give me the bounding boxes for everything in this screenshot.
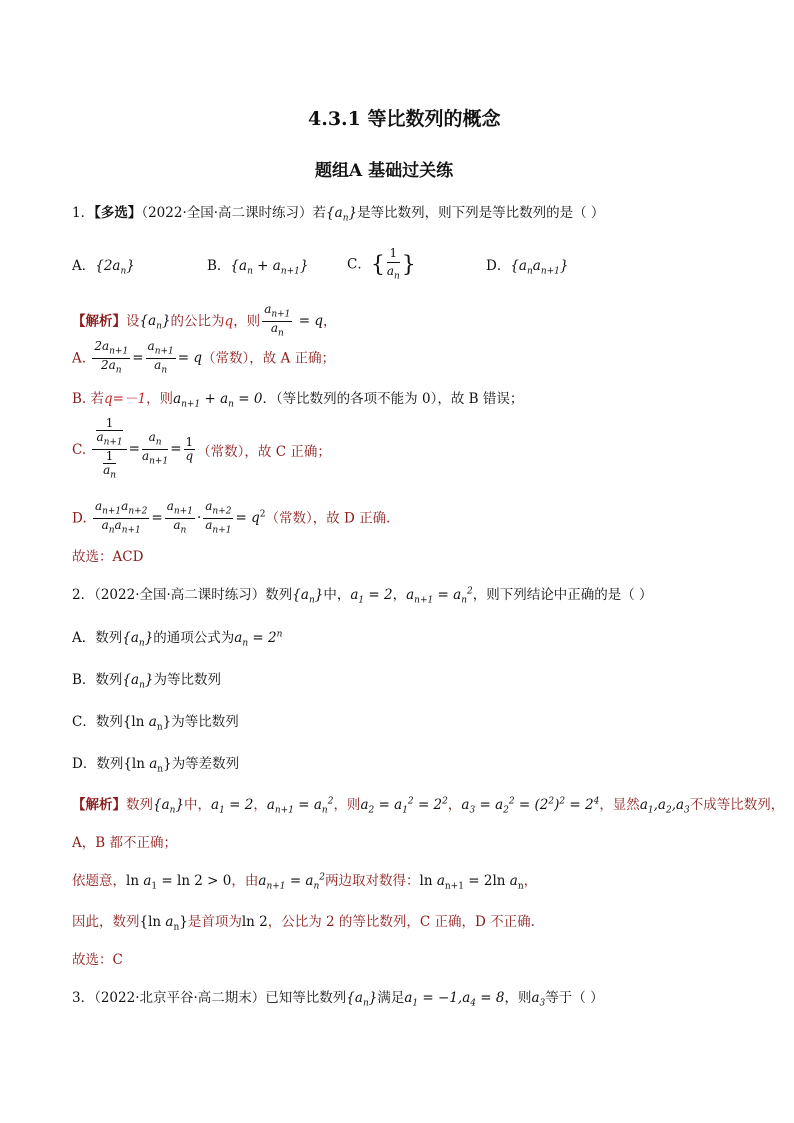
math-seq-ln-an: {ln $a_n$}: [122, 714, 172, 733]
solution-1-line-b: [72, 387, 523, 410]
solution-1-c-text: （常数），故 C 正确；: [197, 443, 331, 460]
math-a3-value: $a_3 = a_2^2 = (2^2)^2 = 2^4$: [461, 796, 600, 816]
solution-2-text-e: 不成等比数列，: [689, 797, 785, 813]
solution-1-c-label: C.: [72, 441, 87, 458]
solution-1-b-text-3: ，则: [146, 391, 174, 407]
question-1-tag: 【多选】: [94, 205, 142, 221]
solution-2-head: 【解析】: [72, 797, 126, 813]
option-1d-math: $\{a_na_{n+1}\}$: [510, 258, 569, 277]
option-1d-label: D．: [486, 258, 511, 274]
solution-1-b-text-4: ．（等比数列的各项不能为 0），故 B 错误；: [262, 391, 524, 407]
option-1c: [347, 245, 416, 285]
solution-1-b-text-1: 若: [90, 391, 105, 407]
math-a1-a2-a3: $a_1,a_2,a_3$: [639, 797, 690, 816]
solution-1-line-1: [72, 303, 336, 341]
math-seq-an: $\{a_n\}$: [153, 797, 185, 816]
solution-2-text-a: 数列: [126, 797, 153, 813]
math-ln-a1: $\ln a_1 = \ln 2 > 0$: [126, 873, 232, 892]
math-ln-2: ln 2: [241, 914, 268, 930]
solution-2-text-3b: ，由: [231, 873, 259, 889]
question-2-stem: 2．（2022·全国·高二课时练习）数列$\{a_n\}$中，$a_1 = 2$，$a_{n+1} = a_n^2$，则下列结论中正确的是（ ）: [72, 586, 653, 606]
option-2a: [72, 626, 282, 649]
solution-1-text-d: ，: [322, 313, 337, 330]
math-seq-an: $\{a_n\}$: [292, 587, 324, 606]
solution-1-line-c: [72, 417, 331, 483]
math-seq-an: $\{a_n\}$: [346, 990, 378, 1009]
solution-1-head: 【解析】: [72, 313, 126, 330]
solution-1-b-label: B.: [72, 391, 87, 407]
solution-2-answer: 故选：C: [72, 952, 123, 968]
math-b-sum: $a_{n+1} + a_n = 0$: [173, 391, 263, 410]
question-1-number: 1．: [72, 205, 95, 221]
solution-2-line-1: 【解析】数列$\{a_n\}$中，$a_1 = 2$，$a_{n+1} = a_n^2$，则$a_2 = a_1^2 = 2^2$，$a_3 = a_2^2 = (2^2)^2 = 2^4$，显然$a_1,a_2,a_3$不成等比数列，: [72, 796, 785, 816]
solution-1-line-d: [72, 500, 390, 538]
option-2b-text: B．数列: [72, 672, 123, 688]
option-2b: [72, 668, 221, 691]
option-2d-text-2: 为等差数列: [171, 756, 240, 772]
math-recurrence: $a_{n+1} = a_n^2$: [406, 586, 473, 606]
solution-1-text-b: 的公比为: [170, 313, 225, 330]
math-an-eq-2n: $a_n = 2^n$: [234, 629, 283, 649]
question-2-source: （2022·全国·高二课时练习）: [94, 587, 266, 603]
question-3-stem: [72, 986, 604, 1009]
math-seq-an: $\{a_n\}$: [326, 205, 358, 224]
solution-2-text-3a: 依题意，: [72, 873, 126, 889]
solution-2-line-2: A，B 都不正确；: [72, 835, 177, 851]
option-2b-text-2: 为等比数列: [153, 672, 221, 688]
solution-2-text-4c: ，公比为 2 的等比数列，C 正确，D 不正确.: [267, 914, 535, 930]
option-1a-label: A．: [72, 258, 96, 274]
question-3-text-a: 已知等比数列: [265, 990, 347, 1006]
question-1-stem: [72, 201, 604, 224]
math-brace-right: }: [401, 252, 416, 278]
question-3-text-d: 等于（ ）: [545, 990, 604, 1006]
solution-1-answer: 故选：ACD: [72, 549, 144, 565]
section-subtitle: 题组A 基础过关练: [315, 161, 454, 181]
math-seq-an: $\{a_n\}$: [122, 672, 154, 691]
question-2-number: 2．: [72, 587, 95, 603]
question-2-text-c: ，则下列结论中正确的是（ ）: [472, 587, 653, 603]
solution-2-text-d: ，显然: [599, 797, 640, 813]
option-1a: [72, 254, 135, 277]
math-seq-ln-an: {ln $a_n$}: [123, 756, 172, 775]
solution-2-line-3: 依题意，$\ln a_1 = \ln 2 > 0$，由$a_{n+1} = a_n^2$两边取对数得：$\ln a_{n+1} = 2\ln$ $a_n$，: [72, 872, 538, 892]
math-recurrence: $a_{n+1} = a_n^2$: [266, 796, 334, 816]
option-1d: [486, 254, 569, 277]
option-2a-text-2: 的通项公式为: [153, 630, 235, 646]
option-2c-text: C．数列: [72, 714, 123, 730]
solution-2-text-b: 中，: [184, 797, 212, 813]
math-a1-eq-2: $a_1 = 2$: [211, 797, 254, 816]
solution-2-text-4b: 是首项为: [187, 914, 242, 930]
option-2d: [72, 752, 239, 775]
solution-1-a-label: A.: [72, 350, 87, 367]
solution-1-d-text: （常数），故 D 正确.: [265, 510, 391, 527]
math-brace-left: {: [370, 252, 385, 278]
solution-2-line-4: [72, 910, 535, 933]
solution-2-text-4a: 因此，数列: [72, 914, 140, 930]
option-1b: [207, 254, 308, 277]
option-1a-math: $\{2a_n\}$: [95, 258, 135, 277]
page-title: 4.3.1 等比数列的概念: [308, 108, 501, 130]
solution-2-text-3c: 两边取对数得：: [325, 873, 420, 889]
question-3-number: 3．: [72, 990, 95, 1006]
solution-1-d-label: D.: [72, 510, 87, 527]
question-3-source: （2022·北京平谷·高二期末）: [94, 990, 266, 1006]
option-2c-text-2: 为等比数列: [171, 714, 239, 730]
math-d-ratio: $\frac{a_{n+1}a_{n+2}}{a_na_{n+1}}$ = $\frac{a_{n+1}}{a_n}$ · $\frac{a_{n+2}}{a_{n+1}}$ = $q^2$: [94, 499, 266, 536]
math-recurrence: $a_{n+1} = a_n^2$: [258, 872, 326, 892]
question-1-text-b: 是等比数列，则下列是等比数列的是（ ）: [357, 205, 605, 221]
solution-1-q: q: [224, 313, 234, 330]
option-1b-label: B．: [207, 258, 231, 274]
solution-1-text-c: ，则: [233, 313, 261, 330]
math-frac-1-over-an: $\frac{1}{a_n}$: [386, 246, 400, 282]
math-c-ratio: $\frac{\frac{1}{a_{n+1}}}{\frac{1}{a_n}}$ = $\frac{a_n}{a_{n+1}}$ = $\frac{1}{q}$: [90, 441, 197, 457]
question-3-text-c: ，则: [504, 990, 532, 1006]
math-a2-value: $a_2 = a_1^2 = 2^2$: [360, 796, 448, 816]
math-ratio-def: $\frac{a_{n+1}}{a_n}$ = q: [264, 302, 323, 339]
math-seq-an: $\{a_n\}$: [139, 313, 171, 333]
math-seq-an: $\{a_n\}$: [122, 630, 154, 649]
option-2a-text: A．数列: [72, 630, 123, 646]
option-1b-math: $\{a_n + a_{n+1}\}$: [230, 258, 309, 277]
math-a3: $a_3$: [531, 990, 546, 1009]
option-2d-text: D．数列: [72, 756, 124, 772]
question-2-text-b: 中，: [323, 587, 351, 603]
math-seq-ln-an: {ln $a_n$}: [139, 914, 188, 933]
question-1-text-a: 若: [312, 205, 327, 221]
math-ln-recurrence: $\ln a_{n+1} = 2\ln$ $a_n$: [419, 873, 524, 892]
question-3-text-b: 满足: [377, 990, 405, 1006]
solution-1-line-a: [72, 340, 335, 378]
question-1-source: （2022·全国·高二课时练习）: [141, 205, 313, 221]
math-a1-eq-2: $a_1 = 2$: [350, 587, 393, 606]
solution-1-b-q-value: q=－1: [104, 391, 147, 407]
question-2-text-a: 数列: [265, 587, 293, 603]
math-a-ratio: $\frac{2a_{n+1}}{2a_n}$ = $\frac{a_{n+1}}{a_n}$ = q: [94, 339, 203, 376]
solution-2-text-c: ，则: [333, 797, 361, 813]
solution-1-a-text: （常数），故 A 正确；: [202, 350, 336, 367]
math-conditions: $a_1 = -1,a_4 = 8$: [404, 990, 505, 1009]
option-2c: [72, 710, 239, 733]
solution-1-text-a: 设: [126, 313, 140, 330]
option-1c-label: C．: [347, 256, 371, 273]
